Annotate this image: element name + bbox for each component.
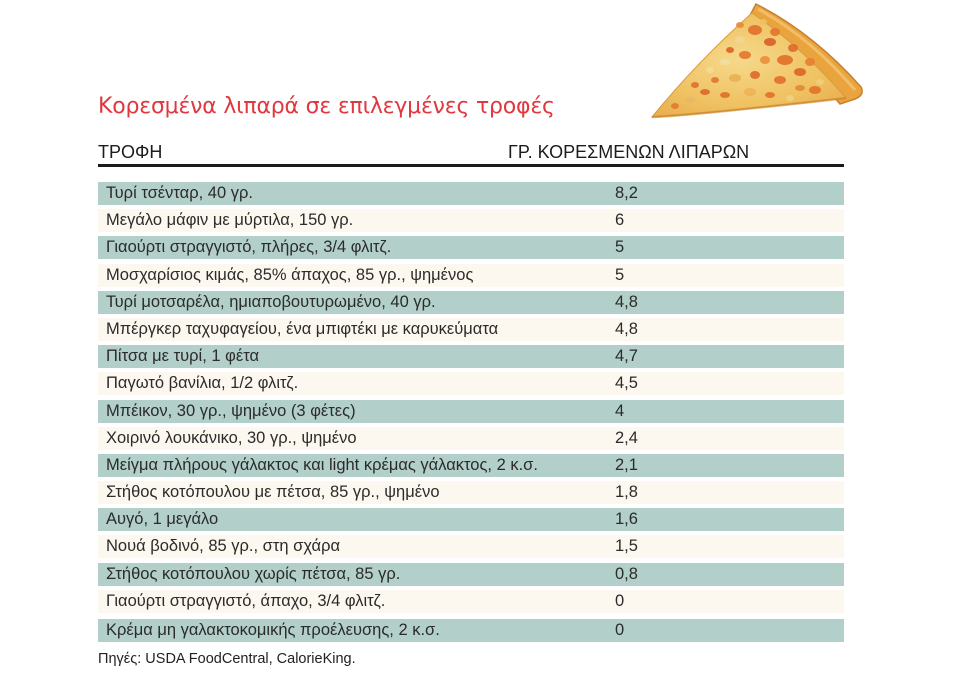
food-cell: Αυγό, 1 μεγάλο <box>106 510 219 529</box>
fat-value-cell: 1,8 <box>615 483 638 502</box>
fat-value-cell: 8,2 <box>615 184 638 202</box>
food-cell: Νουά βοδινό, 85 γρ., στη σχάρα <box>106 537 341 556</box>
food-cell: Μεγάλο μάφιν με μύρτιλα, 150 γρ. <box>106 211 354 230</box>
food-cell: Τυρί μοτσαρέλα, ημιαποβουτυρωμένο, 40 γρ. <box>106 292 436 311</box>
fat-value-cell: 4,7 <box>615 347 638 366</box>
food-cell: Πίτσα με τυρί, 1 φέτα <box>106 347 260 366</box>
fat-value-cell: 5 <box>615 265 625 284</box>
food-cell: Γιαούρτι στραγγιστό, πλήρες, 3/4 φλιτζ. <box>106 238 392 257</box>
table-row <box>98 182 844 205</box>
table-row <box>98 508 844 531</box>
food-cell: Παγωτό βανίλια, 1/2 φλιτζ. <box>106 374 299 393</box>
food-cell: Μπέργκερ ταχυφαγείου, ένα μπιφτέκι με καρυκεύματα <box>106 319 499 338</box>
fat-value-cell: 4,5 <box>615 374 638 393</box>
food-cell: Κρέμα μη γαλακτοκομικής προέλευσης, 2 κ.σ. <box>106 620 440 639</box>
table-row <box>98 209 844 232</box>
fat-value-cell: 4,8 <box>615 292 638 311</box>
food-cell: Μοσχαρίσιος κιμάς, 85% άπαχος, 85 γρ., ψημένος <box>106 265 474 284</box>
food-cell: Γιαούρτι στραγγιστό, άπαχο, 3/4 φλιτζ. <box>106 591 386 610</box>
fat-value-cell: 4 <box>615 401 625 420</box>
fat-value-cell: 2,1 <box>615 455 638 474</box>
page-title: Κορεσμένα λιπαρά σε επιλεγμένες τροφές <box>98 94 555 119</box>
table-row <box>98 318 844 341</box>
table-row <box>98 427 844 450</box>
fat-value-cell: 0 <box>615 591 625 610</box>
fat-value-cell: 0 <box>615 620 625 639</box>
food-cell: Στήθος κοτόπουλου με πέτσα, 85 γρ., ψημένο <box>106 483 440 502</box>
table-row <box>98 590 844 613</box>
column-header-fat: ΓΡ. ΚΟΡΕΣΜΕΝΩΝ ΛΙΠΑΡΩΝ <box>508 142 750 162</box>
column-header-food: ΤΡΟΦΗ <box>98 142 163 162</box>
table-row <box>98 454 844 477</box>
table-row <box>98 236 844 259</box>
table-row <box>98 400 844 423</box>
header-rule <box>98 164 844 167</box>
source-note: Πηγές: USDA FoodCentral, CalorieKing. <box>98 651 356 667</box>
fat-value-cell: 5 <box>615 238 625 257</box>
table-body <box>98 182 844 646</box>
table-row <box>98 563 844 586</box>
table-row <box>98 619 844 642</box>
table-row <box>98 291 844 314</box>
fat-value-cell: 1,6 <box>615 510 638 529</box>
fat-value-cell: 6 <box>615 211 625 230</box>
food-cell: Μπέικον, 30 γρ., ψημένο (3 φέτες) <box>106 401 356 420</box>
food-cell: Μείγμα πλήρους γάλακτος και light κρέμας γάλακτος, 2 κ.σ. <box>106 455 538 474</box>
table-row <box>98 372 844 395</box>
table-row <box>98 264 844 287</box>
fat-value-cell: 2,4 <box>615 428 638 447</box>
pizza-slice-image <box>645 0 865 148</box>
food-cell: Στήθος κοτόπουλου χωρίς πέτσα, 85 γρ. <box>106 564 401 583</box>
table-row <box>98 535 844 558</box>
table-header <box>98 142 844 164</box>
table-row <box>98 481 844 504</box>
fat-value-cell: 0,8 <box>615 564 638 583</box>
fat-value-cell: 1,5 <box>615 537 638 556</box>
food-cell: Τυρί τσένταρ, 40 γρ. <box>106 184 253 202</box>
fat-value-cell: 4,8 <box>615 319 638 338</box>
table-row <box>98 345 844 368</box>
food-cell: Χοιρινό λουκάνικο, 30 γρ., ψημένο <box>106 428 357 447</box>
